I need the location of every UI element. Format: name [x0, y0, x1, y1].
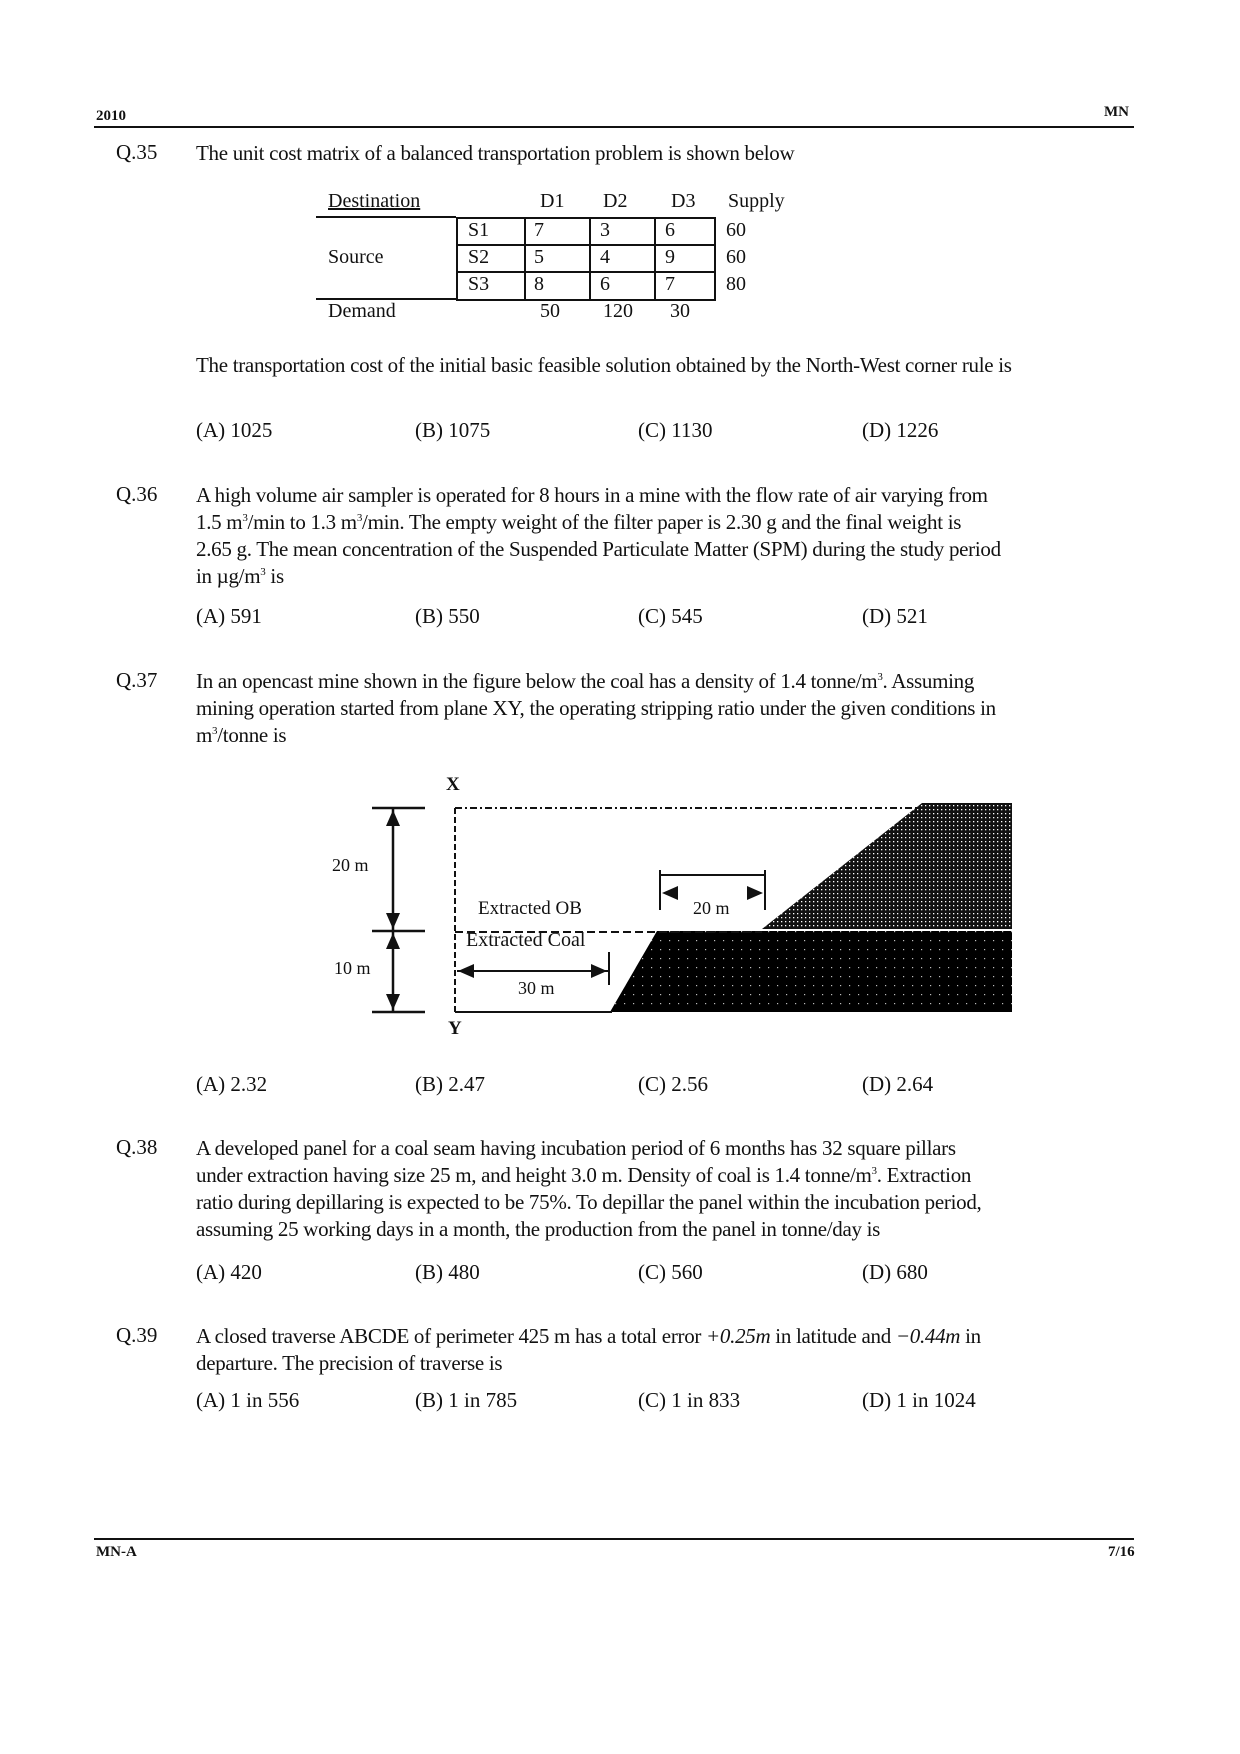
q38-text — [196, 1135, 1118, 1243]
q38-option-c[interactable]: (C) 560 — [638, 1260, 703, 1284]
demand-d3: 30 — [670, 300, 690, 322]
arrow-down-icon — [386, 913, 400, 929]
q35-text2: The transportation cost of the initial basic feasible solution obtained by the North-West corner rule is — [196, 353, 1012, 377]
q39-line2: departure. The precision of traverse is — [196, 1351, 503, 1375]
row-s1-d1: 7 — [534, 219, 544, 241]
row-s1-d3: 6 — [665, 219, 675, 241]
q39-number: Q.39 — [116, 1323, 158, 1347]
row-s2-supply: 60 — [726, 246, 746, 268]
demand-d2: 120 — [603, 300, 633, 322]
q38-line3: ratio during depillaring is expected to be 75%. To depillar the panel within the incubation period, — [196, 1190, 982, 1214]
superscript: 3 — [356, 512, 363, 524]
text: /tonne is — [217, 723, 287, 747]
table-supply-label: Supply — [728, 190, 785, 212]
q36-option-d[interactable]: (D) 521 — [862, 604, 928, 628]
table-source-label: Source — [328, 246, 384, 268]
superscript: 3 — [871, 1165, 877, 1177]
q38-option-a[interactable]: (A) 420 — [196, 1260, 262, 1284]
q37-option-b[interactable]: (B) 2.47 — [415, 1072, 485, 1096]
q38-number: Q.38 — [116, 1135, 158, 1159]
superscript: 3 — [242, 512, 248, 524]
arrow-right-icon — [591, 964, 607, 978]
row-s1-d2: 3 — [600, 219, 610, 241]
superscript: 3 — [260, 566, 266, 578]
demand-d1: 50 — [540, 300, 560, 322]
row-s3-d2: 6 — [600, 273, 610, 295]
q35-number: Q.35 — [116, 140, 158, 164]
label-20m: 20 m — [332, 855, 369, 875]
overburden-region — [762, 803, 1012, 929]
label-bench-20m: 20 m — [693, 898, 730, 918]
q39-option-b[interactable]: (B) 1 in 785 — [415, 1388, 518, 1412]
q39-text — [196, 1323, 1118, 1377]
footer-code: MN-A — [96, 1544, 137, 1560]
table-col-d2: D2 — [603, 190, 628, 212]
text: 1.5 m — [196, 510, 243, 534]
text: in latitude and — [770, 1324, 896, 1348]
header-year: 2010 — [96, 108, 126, 124]
arrow-up-icon — [386, 810, 400, 826]
row-s2-source: S2 — [468, 246, 490, 268]
q36-option-b[interactable]: (B) 550 — [415, 604, 480, 628]
coal-region — [610, 931, 1012, 1012]
row-s3-supply: 80 — [726, 273, 746, 295]
q36-line3: 2.65 g. The mean concentration of the Suspended Particulate Matter (SPM) during the study period — [196, 537, 1001, 561]
q37-option-d[interactable]: (D) 2.64 — [862, 1072, 934, 1096]
q35-option-a[interactable]: (A) 1025 — [196, 418, 273, 442]
row-s2-d1: 5 — [534, 246, 544, 268]
text: /min to 1.3 m — [247, 510, 357, 534]
q35-option-c[interactable]: (C) 1130 — [638, 418, 713, 442]
row-s1-source: S1 — [468, 219, 490, 241]
q39-option-d[interactable]: (D) 1 in 1024 — [862, 1388, 976, 1412]
text: /min. The empty weight of the filter paper is 2.30 g and the final weight is — [362, 510, 962, 534]
text: is — [265, 564, 284, 588]
q37-option-c[interactable]: (C) 2.56 — [638, 1072, 708, 1096]
row-s2-d2: 4 — [600, 246, 610, 268]
q39-option-c[interactable]: (C) 1 in 833 — [638, 1388, 741, 1412]
q36-option-a[interactable]: (A) 591 — [196, 604, 262, 628]
q36-number: Q.36 — [116, 482, 158, 506]
table-col-d3: D3 — [671, 190, 696, 212]
text: In an opencast mine shown in the figure below the coal has a density of 1.4 tonne/m — [196, 669, 878, 693]
header-paper-code: MN — [1104, 104, 1129, 120]
footer-page-number: 7/16 — [1108, 1544, 1135, 1560]
q38-option-b[interactable]: (B) 480 — [415, 1260, 480, 1284]
arrow-left-icon — [458, 964, 474, 978]
label-x: X — [446, 774, 460, 795]
q35-option-d[interactable]: (D) 1226 — [862, 418, 939, 442]
q39-line1 — [196, 1323, 1118, 1350]
arrow-left-icon — [662, 886, 678, 900]
text: in µg/m — [196, 564, 261, 588]
q36-line1: A high volume air sampler is operated for 8 hours in a mine with the flow rate of air varying from — [196, 483, 988, 507]
superscript: 3 — [212, 725, 218, 737]
row-s3-source: S3 — [468, 273, 490, 295]
superscript: 3 — [877, 671, 883, 683]
row-s1-supply: 60 — [726, 219, 746, 241]
arrow-up-icon — [386, 933, 400, 949]
text: . Assuming — [882, 669, 975, 693]
arrow-down-icon — [386, 994, 400, 1010]
q38-line2 — [196, 1162, 1118, 1189]
q35-option-b[interactable]: (B) 1075 — [415, 418, 491, 442]
table-col-d1: D1 — [540, 190, 565, 212]
arrow-right-icon — [747, 886, 763, 900]
latitude-error: +0.25m — [706, 1324, 771, 1348]
text: m — [196, 723, 213, 747]
label-y: Y — [448, 1018, 462, 1039]
q37-option-a[interactable]: (A) 2.32 — [196, 1072, 268, 1096]
label-extracted-ob: Extracted OB — [478, 898, 582, 919]
row-s3-d3: 7 — [665, 273, 675, 295]
q37-number: Q.37 — [116, 668, 158, 692]
q38-line4: assuming 25 working days in a month, the production from the panel in tonne/day is — [196, 1217, 881, 1241]
q38-line1: A developed panel for a coal seam having incubation period of 6 months has 32 square pillars — [196, 1136, 956, 1160]
label-extracted-coal: Extracted Coal — [466, 929, 586, 951]
q36-option-c[interactable]: (C) 545 — [638, 604, 703, 628]
label-10m: 10 m — [334, 958, 371, 978]
q37-line2: mining operation started from plane XY, the operating stripping ratio under the given conditions in — [196, 696, 996, 720]
row-s2-d3: 9 — [665, 246, 675, 268]
text: . Extraction — [876, 1163, 972, 1187]
text: in — [960, 1324, 981, 1348]
q38-option-d[interactable]: (D) 680 — [862, 1260, 928, 1284]
footer-rule — [94, 1538, 1134, 1540]
table-destination-label: Destination — [328, 190, 421, 212]
q35-text: The unit cost matrix of a balanced transportation problem is shown below — [196, 141, 795, 165]
q39-option-a[interactable]: (A) 1 in 556 — [196, 1388, 300, 1412]
row-s3-d1: 8 — [534, 273, 544, 295]
text: A closed traverse ABCDE of perimeter 425 m has a total error — [196, 1324, 707, 1348]
table-demand-label: Demand — [328, 300, 396, 322]
label-30m: 30 m — [518, 978, 555, 998]
departure-error: −0.44m — [895, 1324, 961, 1348]
text: under extraction having size 25 m, and height 3.0 m. Density of coal is 1.4 tonne/m — [196, 1163, 872, 1187]
